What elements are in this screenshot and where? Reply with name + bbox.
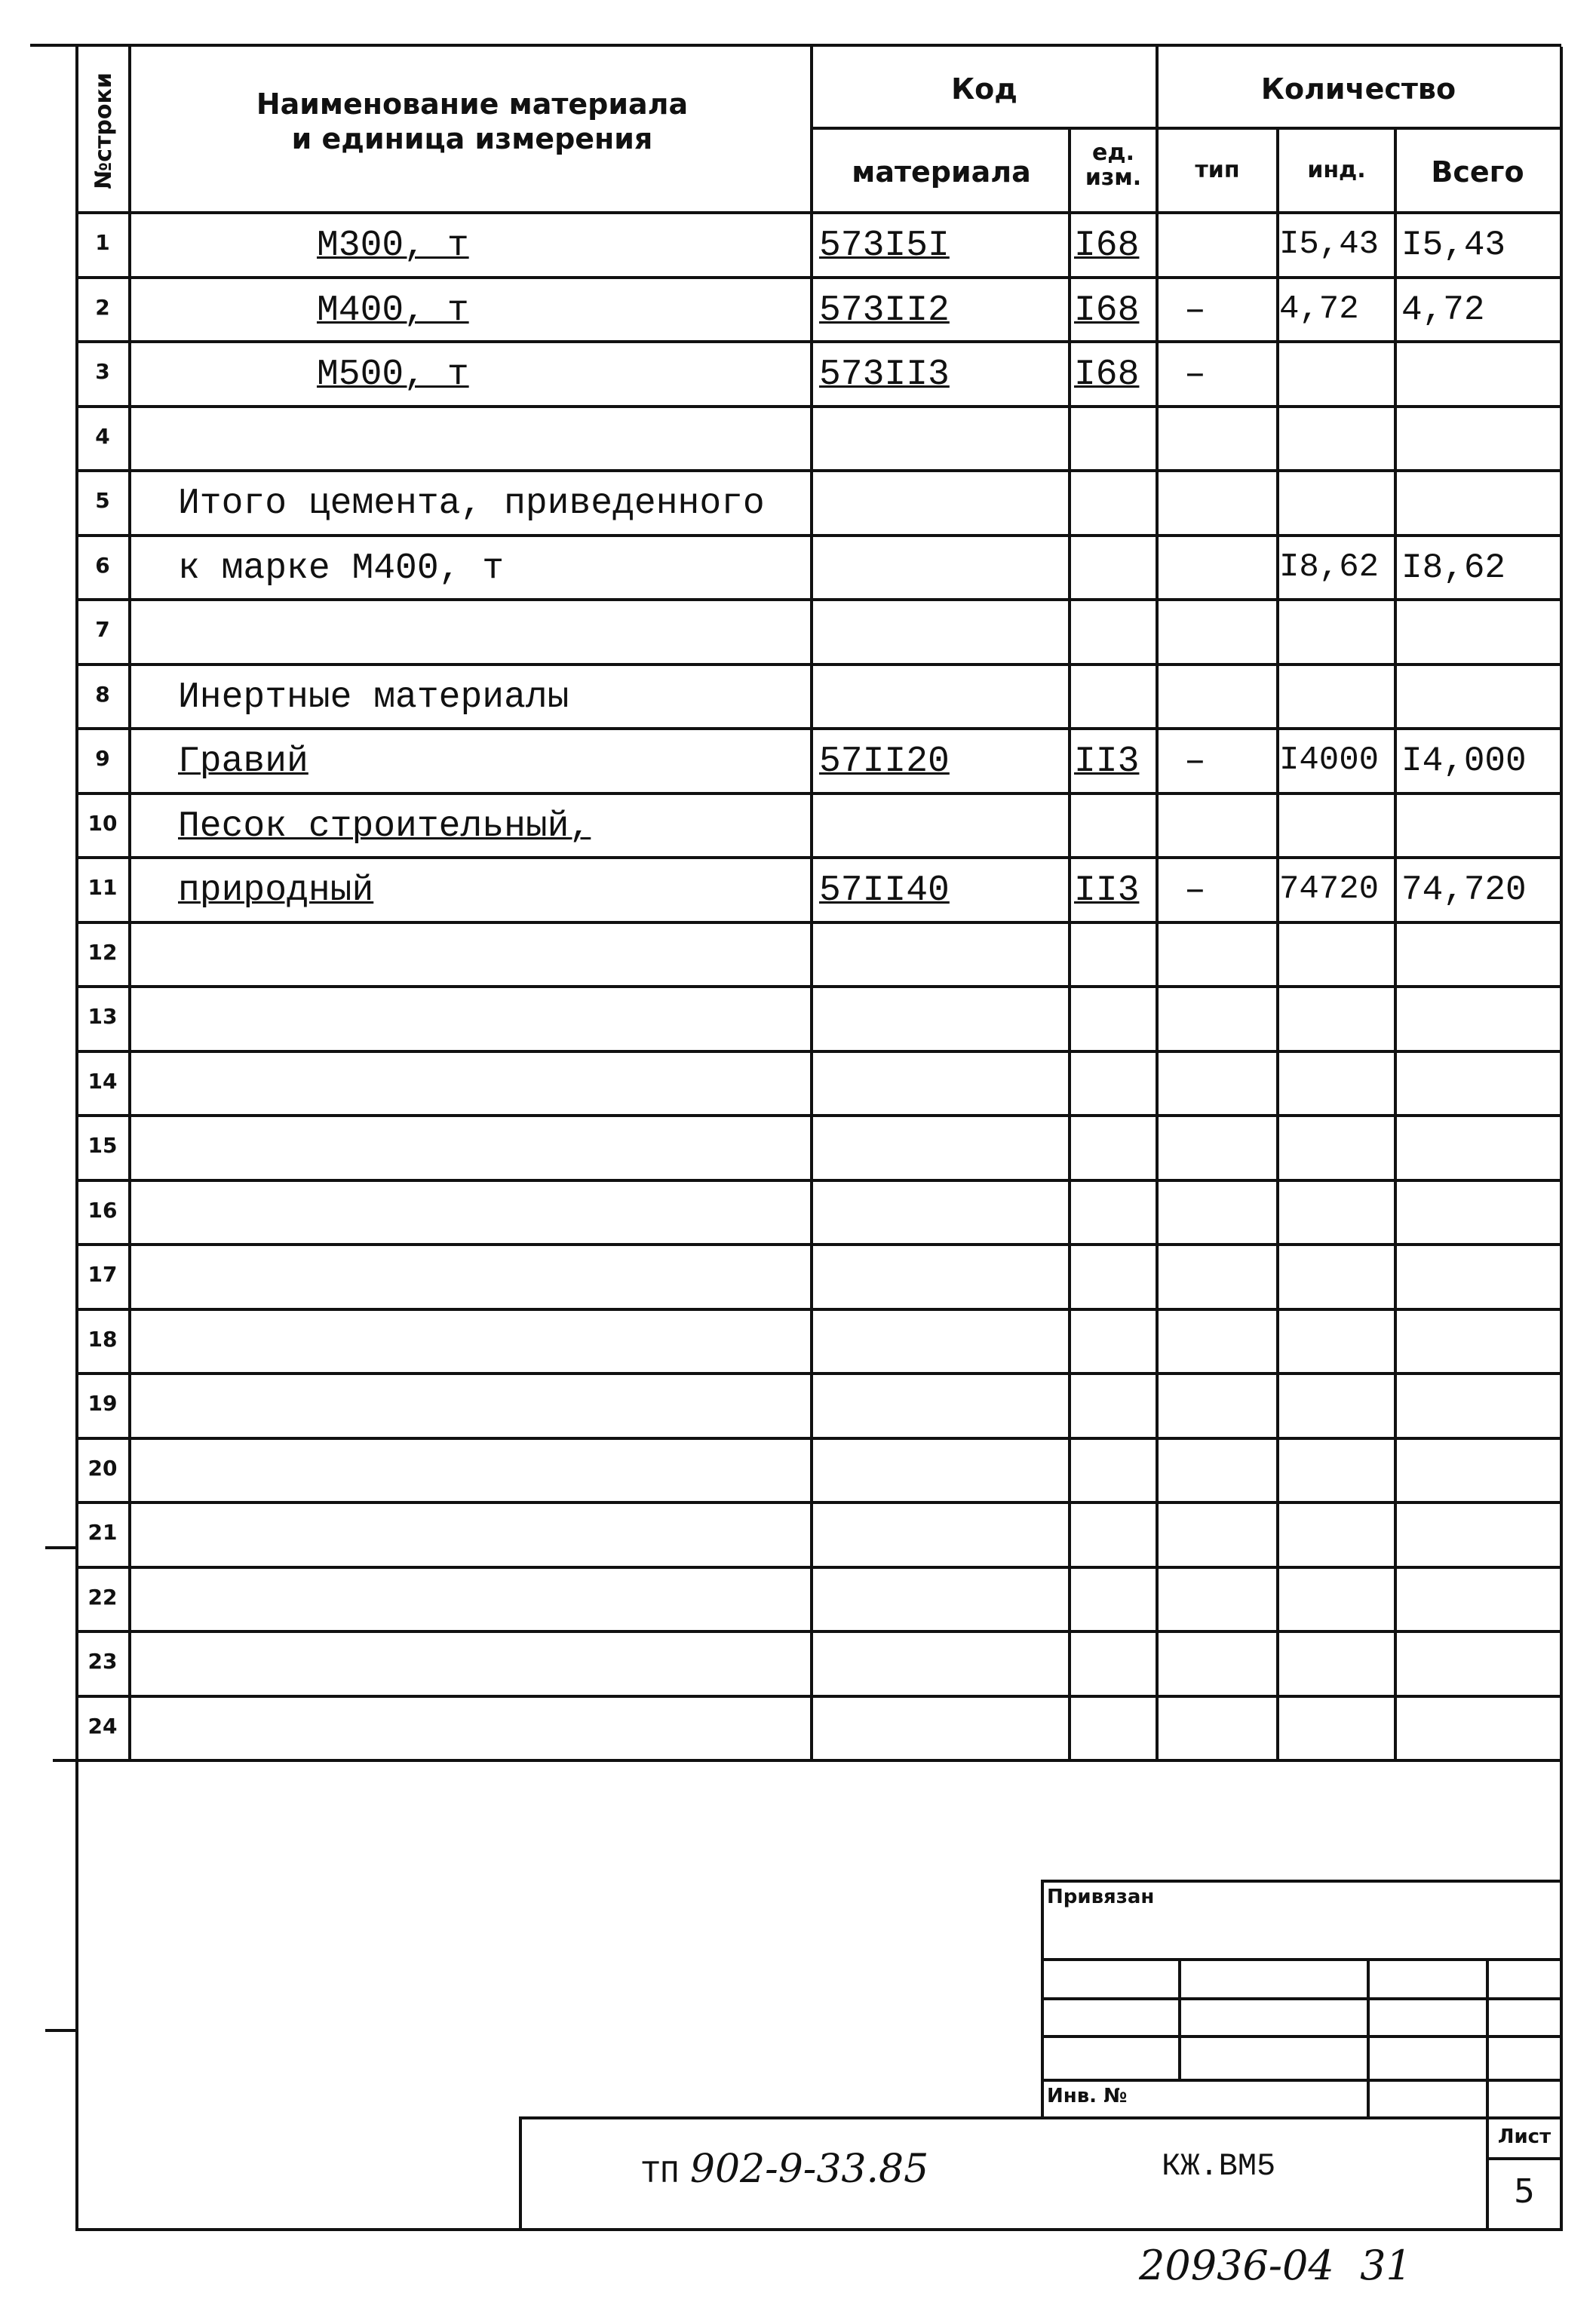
doc-code: КЖ.ВМ5	[1162, 2148, 1276, 2184]
row-divider	[75, 534, 1561, 537]
stamp-rule-2	[1041, 1997, 1561, 2000]
row-divider	[75, 1501, 1561, 1504]
row-divider	[75, 276, 1561, 279]
cell-code: 573II3	[819, 355, 950, 395]
row-divider	[75, 1179, 1561, 1182]
row-divider	[75, 727, 1561, 730]
row-number: 23	[87, 1649, 118, 1674]
cell-name: М400, т	[317, 290, 469, 331]
row-divider	[75, 1243, 1561, 1246]
cell-total: I8,62	[1401, 548, 1506, 588]
header-code-material: материала	[852, 155, 1031, 189]
cell-name: М500, т	[317, 355, 469, 395]
stamp-rule-1	[1041, 1958, 1561, 1961]
row-divider	[75, 1630, 1561, 1633]
cell-ind: 74720	[1279, 870, 1380, 908]
cell-total: I5,43	[1401, 226, 1506, 265]
row-number: 4	[95, 423, 110, 449]
row-divider	[75, 405, 1561, 408]
row-divider	[75, 1566, 1561, 1569]
cell-code: 573I5I	[819, 226, 950, 266]
binding-tick-1	[45, 1546, 75, 1549]
row-divider	[75, 792, 1561, 795]
table-bottom-rule	[53, 1759, 1561, 1762]
row-divider	[75, 1050, 1561, 1053]
row-number: 3	[95, 359, 110, 384]
header-code-group: Код	[951, 72, 1017, 106]
cell-name: Гравий	[178, 741, 308, 782]
header-mid-rule	[810, 127, 1561, 130]
row-divider	[75, 921, 1561, 924]
col-line-type	[1276, 127, 1279, 1760]
sheet-number: 5	[1514, 2172, 1535, 2211]
row-number: 17	[87, 1262, 118, 1287]
cell-total: 4,72	[1401, 290, 1485, 330]
header-qty-type: тип	[1195, 157, 1240, 183]
stamp-top-rule	[1041, 1880, 1561, 1883]
stamp-col-1	[1178, 1958, 1181, 2079]
row-number: 1	[95, 230, 110, 255]
row-number: 13	[87, 1004, 118, 1029]
header-row-number: №строки	[90, 72, 117, 189]
doc-stamp-top-rule	[519, 2116, 1561, 2119]
cell-ind: 4,72	[1279, 290, 1359, 328]
cell-code: 57II20	[819, 741, 950, 782]
row-divider	[75, 985, 1561, 988]
stamp-col-2	[1367, 1958, 1370, 2118]
cell-code: 573II2	[819, 290, 950, 331]
stamp-rule-3	[1041, 2035, 1561, 2038]
row-number: 2	[95, 294, 110, 320]
cell-total: I4,000	[1401, 741, 1527, 781]
header-qty-ind: инд.	[1307, 157, 1366, 183]
cell-ind: I8,62	[1279, 548, 1380, 586]
outer-right-border	[1560, 47, 1563, 2231]
cell-unit: II3	[1074, 870, 1140, 911]
row-number: 24	[87, 1713, 118, 1739]
cell-type: –	[1184, 741, 1206, 782]
doc-number: ТП 902-9-33.85	[641, 2147, 929, 2192]
stamp-rule-4	[1041, 2079, 1561, 2082]
col-line-ind	[1394, 127, 1397, 1760]
row-number: 18	[87, 1326, 118, 1352]
row-divider	[75, 1114, 1561, 1117]
row-number: 10	[87, 810, 118, 836]
row-divider	[75, 1695, 1561, 1698]
cell-name: Песок строительный,	[178, 806, 591, 847]
cell-name: природный	[178, 870, 374, 911]
row-number: 21	[87, 1520, 118, 1545]
privyazan-label: Привязан	[1047, 1886, 1155, 1908]
row-divider	[75, 1437, 1561, 1440]
outer-left-border	[75, 47, 78, 2231]
cell-unit: II3	[1074, 741, 1140, 782]
row-divider	[75, 469, 1561, 472]
stamp-col-3	[1486, 1958, 1489, 2118]
cell-unit: I68	[1074, 226, 1140, 266]
cell-total: 74,720	[1401, 870, 1527, 910]
row-divider	[75, 663, 1561, 666]
row-number: 8	[95, 681, 110, 707]
row-divider	[75, 856, 1561, 859]
top-rule	[30, 44, 1561, 47]
cell-type: –	[1184, 290, 1206, 331]
row-number: 22	[87, 1584, 118, 1610]
header-qty-total: Всего	[1431, 155, 1524, 189]
cell-name: М300, т	[317, 226, 469, 266]
col-line-code	[1068, 127, 1071, 1760]
cell-ind: I4000	[1279, 741, 1380, 779]
header-qty-group: Количество	[1260, 72, 1456, 106]
row-number: 9	[95, 746, 110, 771]
outer-bottom-border	[75, 2228, 1561, 2231]
archive-number: 20936-04 31	[1139, 2242, 1412, 2289]
sheet-label: Лист	[1497, 2126, 1551, 2148]
header-name: Наименование материала и единица измерения	[256, 87, 689, 155]
cell-name: Итого цемента, приведенного	[178, 483, 765, 524]
row-divider	[75, 1372, 1561, 1375]
cell-ind: I5,43	[1279, 226, 1380, 263]
cell-unit: I68	[1074, 290, 1140, 331]
row-number: 7	[95, 617, 110, 642]
row-number: 11	[87, 875, 118, 900]
header-code-unit: ед. изм.	[1085, 140, 1142, 191]
row-number: 12	[87, 939, 118, 965]
cell-code: 57II40	[819, 870, 950, 911]
binding-tick-2	[45, 2029, 75, 2032]
row-number: 14	[87, 1068, 118, 1094]
row-divider	[75, 598, 1561, 601]
sheet-box-rule	[1486, 2157, 1561, 2160]
row-number: 15	[87, 1133, 118, 1158]
row-number: 20	[87, 1455, 118, 1481]
doc-stamp-left-border	[519, 2116, 522, 2231]
cell-name: Инертные материалы	[178, 677, 569, 718]
cell-type: –	[1184, 355, 1206, 395]
row-divider	[75, 1308, 1561, 1311]
row-number: 16	[87, 1197, 118, 1223]
cell-unit: I68	[1074, 355, 1140, 395]
row-number: 5	[95, 488, 110, 513]
row-divider	[75, 340, 1561, 343]
cell-name: к марке М400, т	[178, 548, 505, 589]
cell-type: –	[1184, 870, 1206, 911]
header-bottom-rule	[75, 211, 1561, 214]
row-number: 19	[87, 1391, 118, 1416]
row-number: 6	[95, 552, 110, 578]
inv-number-label: Инв. №	[1047, 2085, 1128, 2107]
